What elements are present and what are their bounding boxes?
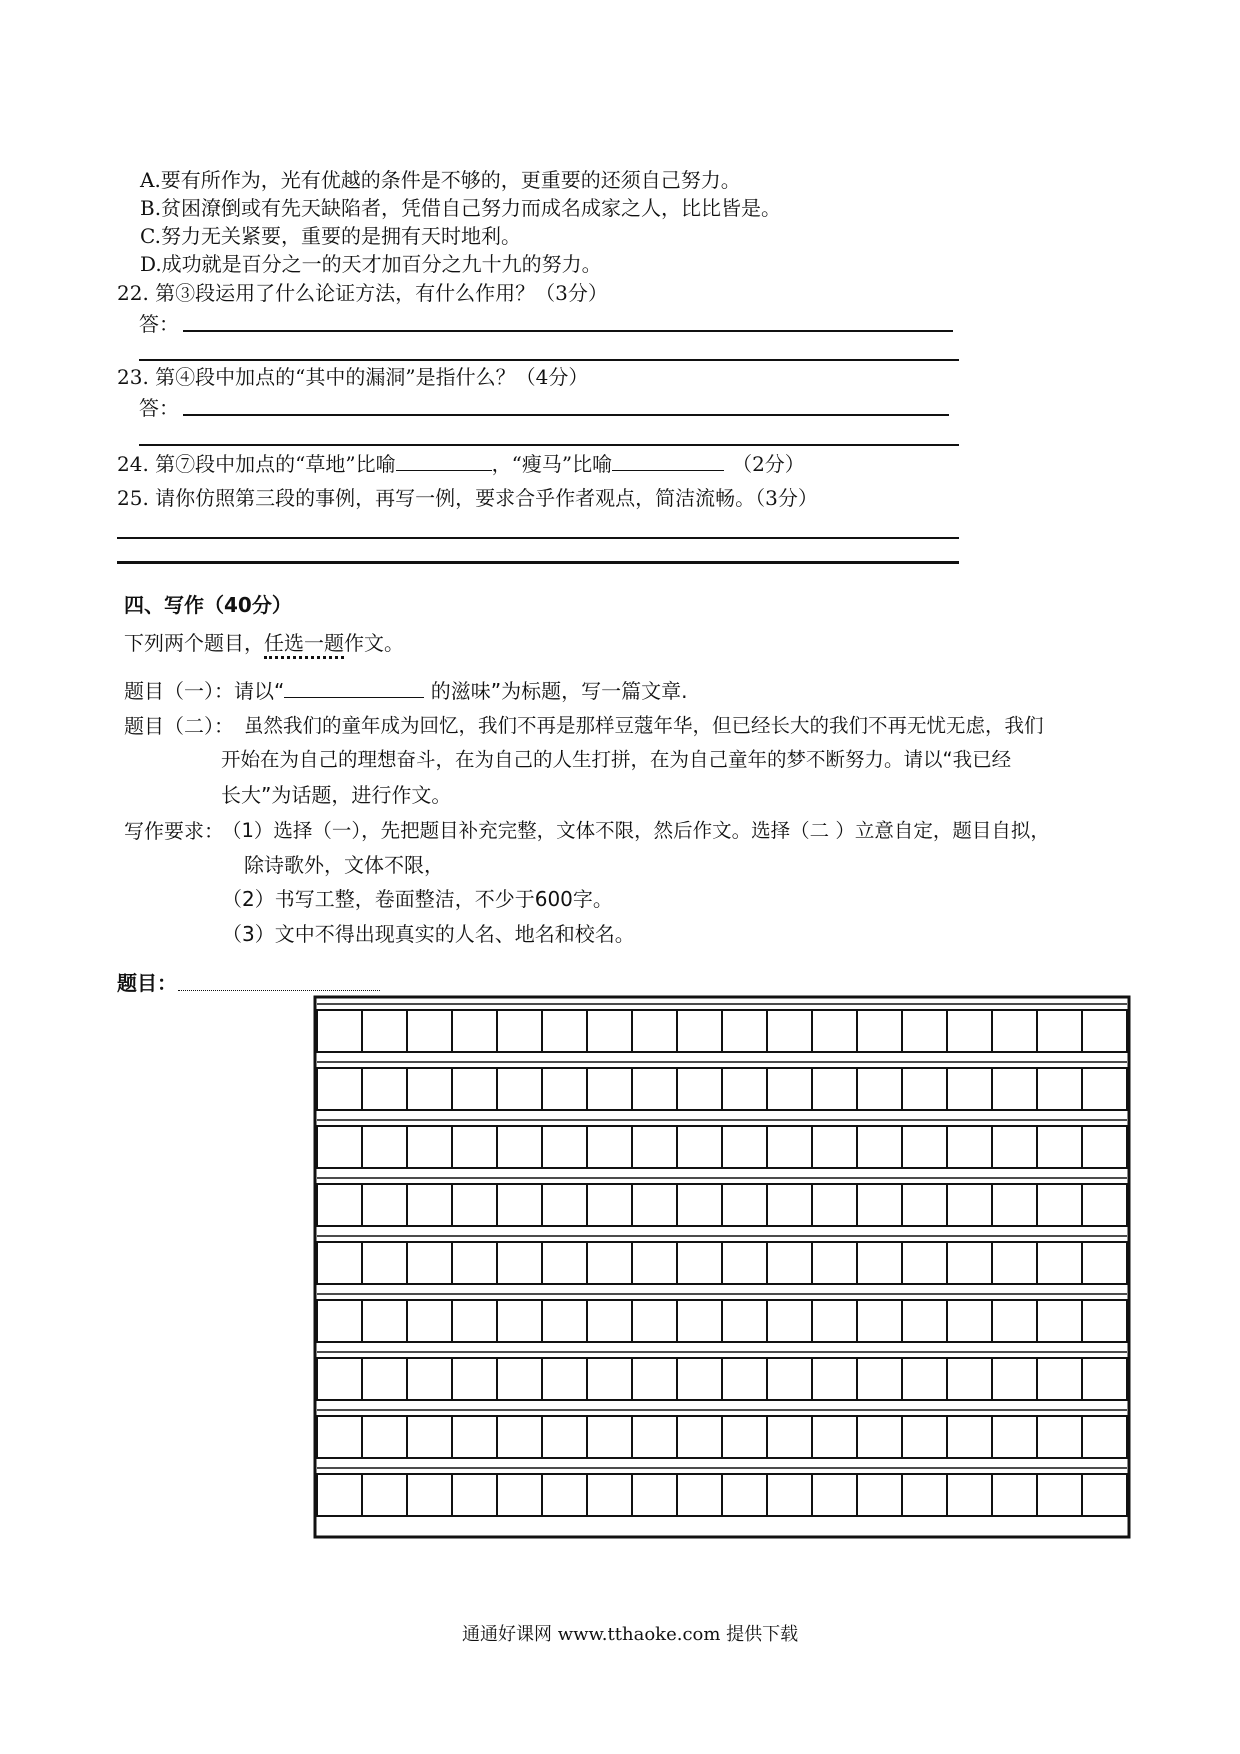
grid-cell — [317, 1474, 362, 1516]
grid-cell — [452, 1474, 497, 1516]
grid-cell — [1037, 1416, 1082, 1458]
topic1-blank[interactable] — [284, 677, 424, 698]
grid-cell — [452, 1126, 497, 1168]
q25-answer-line-2[interactable] — [117, 561, 959, 564]
q23-answer-line-2[interactable] — [139, 444, 959, 446]
requirement-2: （2）书写工整，卷面整洁，不少于600字。 — [222, 887, 613, 911]
grid-cell — [722, 1068, 767, 1110]
grid-cell — [542, 1126, 587, 1168]
topic2-line-3: 长大”为话题，进行作文。 — [221, 783, 452, 807]
writing-instruction — [124, 630, 404, 656]
grid-cell — [677, 1010, 722, 1052]
grid-cell — [1082, 1358, 1127, 1400]
instruction-text: 下列两个题目， — [124, 631, 264, 655]
essay-title-input[interactable] — [178, 990, 380, 991]
grid-cell — [1082, 1184, 1127, 1226]
topic1-prefix: 题目（一）：请以“ — [124, 679, 285, 703]
grid-cell — [362, 1242, 407, 1284]
grid-cell — [902, 1416, 947, 1458]
grid-cell — [812, 1126, 857, 1168]
grid-cell — [767, 1358, 812, 1400]
grid-cell — [632, 1242, 677, 1284]
grid-cell — [632, 1300, 677, 1342]
grid-cell — [317, 1242, 362, 1284]
grid-cell — [1082, 1474, 1127, 1516]
grid-cell — [632, 1474, 677, 1516]
grid-cell — [587, 1242, 632, 1284]
grid-cell — [902, 1358, 947, 1400]
grid-cell — [1082, 1068, 1127, 1110]
q22-question: 22. 第③段运用了什么论证方法，有什么作用？（3分） — [117, 281, 608, 305]
grid-cell — [452, 1416, 497, 1458]
grid-cell — [677, 1126, 722, 1168]
grid-cell — [452, 1300, 497, 1342]
grid-cell — [587, 1416, 632, 1458]
topic1-suffix: 的滋味”为标题，写一篇文章. — [424, 679, 688, 703]
essay-title-label: 题目： — [117, 971, 177, 995]
grid-cell — [542, 1068, 587, 1110]
grid-cell — [767, 1184, 812, 1226]
grid-cell — [1037, 1068, 1082, 1110]
grid-cell — [722, 1474, 767, 1516]
q21-option-c: C.努力无关紧要，重要的是拥有天时地利。 — [140, 224, 521, 248]
topic2-line-2: 开始在为自己的理想奋斗，在为自己的人生打拼，在为自己童年的梦不断努力。请以“我已经 — [221, 748, 1012, 771]
q24-part3: （2分） — [732, 452, 805, 476]
grid-cell — [362, 1358, 407, 1400]
grid-cell — [947, 1358, 992, 1400]
grid-cell — [587, 1126, 632, 1168]
grid-cell — [722, 1126, 767, 1168]
grid-cell — [632, 1358, 677, 1400]
grid-cell — [857, 1068, 902, 1110]
requirement-1-line-1: （1）选择（一），先把题目补充完整，文体不限，然后作文。选择（二 ）立意自定，题目自拟， — [222, 819, 1050, 842]
grid-cell — [857, 1416, 902, 1458]
grid-cell — [317, 1416, 362, 1458]
grid-cell — [542, 1358, 587, 1400]
grid-cell — [947, 1126, 992, 1168]
instruction-emphasis: 任选一题 — [264, 631, 344, 659]
grid-cell — [812, 1010, 857, 1052]
grid-cell — [992, 1416, 1037, 1458]
grid-cell — [767, 1126, 812, 1168]
q24-part2: ，“瘦马”比喻 — [491, 452, 613, 476]
grid-cell — [542, 1474, 587, 1516]
grid-cell — [677, 1300, 722, 1342]
grid-cell — [452, 1242, 497, 1284]
grid-cell — [812, 1416, 857, 1458]
grid-cell — [497, 1416, 542, 1458]
q21-option-d: D.成功就是百分之一的天才加百分之九十九的努力。 — [140, 252, 602, 276]
q24-part1: 24. 第⑦段中加点的“草地”比喻 — [117, 452, 396, 476]
grid-cell — [812, 1474, 857, 1516]
grid-cell — [812, 1358, 857, 1400]
writing-heading: 四、写作（40分） — [124, 593, 292, 617]
grid-cell — [317, 1300, 362, 1342]
grid-cell — [587, 1474, 632, 1516]
grid-cell — [362, 1474, 407, 1516]
grid-outer-border — [315, 997, 1129, 1537]
grid-cell — [1037, 1184, 1082, 1226]
q24-blank-2[interactable] — [612, 450, 724, 471]
grid-cell — [947, 1474, 992, 1516]
grid-cell — [452, 1010, 497, 1052]
grid-cell — [1037, 1300, 1082, 1342]
grid-cell — [362, 1184, 407, 1226]
grid-cell — [857, 1242, 902, 1284]
q25-question: 25. 请你仿照第三段的事例，再写一例，要求合乎作者观点，简洁流畅。（3分） — [117, 486, 818, 510]
grid-cell — [632, 1416, 677, 1458]
q21-option-a: A.要有所作为，光有优越的条件是不够的，更重要的还须自己努力。 — [140, 168, 741, 192]
grid-cell — [1037, 1474, 1082, 1516]
q22-answer-line-1[interactable] — [183, 330, 953, 332]
grid-cell — [362, 1126, 407, 1168]
grid-cell — [452, 1184, 497, 1226]
grid-cell — [902, 1068, 947, 1110]
grid-cell — [362, 1068, 407, 1110]
grid-cell — [362, 1300, 407, 1342]
grid-cell — [407, 1474, 452, 1516]
grid-cell — [362, 1416, 407, 1458]
grid-cell — [452, 1358, 497, 1400]
grid-cell — [902, 1242, 947, 1284]
grid-cell — [857, 1010, 902, 1052]
grid-cell — [497, 1068, 542, 1110]
grid-cell — [722, 1010, 767, 1052]
grid-cell — [812, 1068, 857, 1110]
grid-cell — [947, 1416, 992, 1458]
grid-cell — [722, 1184, 767, 1226]
grid-cell — [587, 1068, 632, 1110]
grid-cell — [1037, 1010, 1082, 1052]
grid-cell — [317, 1358, 362, 1400]
grid-cell — [542, 1300, 587, 1342]
grid-cell — [857, 1184, 902, 1226]
grid-cell — [317, 1126, 362, 1168]
grid-cell — [902, 1184, 947, 1226]
grid-cell — [497, 1184, 542, 1226]
grid-cell — [722, 1242, 767, 1284]
grid-cell — [902, 1474, 947, 1516]
grid-cell — [1037, 1358, 1082, 1400]
writing-topic-1 — [124, 677, 687, 704]
grid-cell — [857, 1474, 902, 1516]
grid-cell — [992, 1242, 1037, 1284]
grid-cell — [902, 1010, 947, 1052]
grid-cell — [542, 1242, 587, 1284]
grid-cell — [767, 1242, 812, 1284]
footer-text: 通通好课网 www.tthaoke.com 提供下载 — [462, 1624, 799, 1645]
grid-cell — [902, 1126, 947, 1168]
grid-cell — [542, 1184, 587, 1226]
q22-answer-line-2[interactable] — [139, 359, 959, 361]
grid-cell — [857, 1126, 902, 1168]
grid-cell — [1082, 1242, 1127, 1284]
grid-cell — [497, 1358, 542, 1400]
grid-cell — [992, 1184, 1037, 1226]
grid-cell — [767, 1010, 812, 1052]
q25-answer-line-1[interactable] — [117, 537, 959, 539]
q23-answer-label: 答： — [139, 396, 179, 420]
grid-cell — [992, 1068, 1037, 1110]
grid-cell — [1037, 1242, 1082, 1284]
grid-cell — [767, 1416, 812, 1458]
grid-cell — [992, 1474, 1037, 1516]
grid-cell — [632, 1184, 677, 1226]
grid-cell — [1082, 1010, 1127, 1052]
grid-cell — [677, 1358, 722, 1400]
grid-cell — [452, 1068, 497, 1110]
grid-cell — [317, 1068, 362, 1110]
instruction-end: 作文。 — [344, 631, 404, 655]
grid-cell — [587, 1184, 632, 1226]
grid-cell — [407, 1300, 452, 1342]
grid-cell — [947, 1184, 992, 1226]
q24-blank-1[interactable] — [396, 450, 492, 471]
grid-cell — [767, 1068, 812, 1110]
q23-answer-line-1[interactable] — [183, 414, 949, 416]
grid-cell — [542, 1010, 587, 1052]
grid-cell — [1082, 1126, 1127, 1168]
grid-cell — [632, 1068, 677, 1110]
grid-cell — [767, 1474, 812, 1516]
grid-cell — [407, 1358, 452, 1400]
grid-cell — [992, 1010, 1037, 1052]
q23-question: 23. 第④段中加点的“其中的漏洞”是指什么？（4分） — [117, 365, 589, 389]
grid-cell — [587, 1358, 632, 1400]
grid-cell — [677, 1184, 722, 1226]
grid-cell — [632, 1010, 677, 1052]
grid-cell — [1082, 1300, 1127, 1342]
grid-cell — [857, 1300, 902, 1342]
grid-cell — [722, 1416, 767, 1458]
grid-cell — [992, 1358, 1037, 1400]
grid-cell — [407, 1242, 452, 1284]
topic2-label: 题目（二）： — [124, 714, 234, 738]
q21-option-b: B.贫困潦倒或有先天缺陷者，凭借自己努力而成名成家之人，比比皆是。 — [140, 196, 782, 220]
grid-cell — [812, 1242, 857, 1284]
requirement-3: （3）文中不得出现真实的人名、地名和校名。 — [222, 922, 635, 946]
grid-cell — [812, 1184, 857, 1226]
grid-cell — [317, 1184, 362, 1226]
grid-cell — [677, 1416, 722, 1458]
grid-cell — [722, 1300, 767, 1342]
grid-cell — [947, 1300, 992, 1342]
requirement-1-line-2: 除诗歌外，文体不限， — [244, 853, 444, 877]
grid-cell — [677, 1242, 722, 1284]
grid-cell — [722, 1358, 767, 1400]
grid-cell — [542, 1416, 587, 1458]
grid-cell — [407, 1184, 452, 1226]
grid-cell — [362, 1010, 407, 1052]
q24-question — [117, 450, 805, 477]
grid-cell — [812, 1300, 857, 1342]
grid-cell — [497, 1300, 542, 1342]
grid-cell — [317, 1010, 362, 1052]
grid-cell — [677, 1474, 722, 1516]
grid-cell — [947, 1010, 992, 1052]
grid-cell — [632, 1126, 677, 1168]
grid-cell — [587, 1300, 632, 1342]
grid-cell — [902, 1300, 947, 1342]
grid-cell — [1037, 1126, 1082, 1168]
grid-cell — [992, 1126, 1037, 1168]
grid-cell — [587, 1010, 632, 1052]
grid-cell — [992, 1300, 1037, 1342]
requirements-label: 写作要求： — [124, 819, 224, 843]
grid-cell — [497, 1010, 542, 1052]
grid-cell — [947, 1242, 992, 1284]
grid-cell — [497, 1126, 542, 1168]
grid-cell — [497, 1242, 542, 1284]
grid-cell — [407, 1010, 452, 1052]
grid-cell — [407, 1068, 452, 1110]
q22-answer-label: 答： — [139, 312, 179, 336]
topic2-line-1: 虽然我们的童年成为回忆，我们不再是那样豆蔻年华，但已经长大的我们不再无忧无虑，我们 — [244, 714, 1044, 737]
grid-cell — [947, 1068, 992, 1110]
grid-cell — [677, 1068, 722, 1110]
grid-cell — [1082, 1416, 1127, 1458]
grid-cell — [497, 1474, 542, 1516]
grid-cell — [407, 1416, 452, 1458]
grid-cell — [857, 1358, 902, 1400]
grid-cell — [407, 1126, 452, 1168]
grid-cell — [767, 1300, 812, 1342]
